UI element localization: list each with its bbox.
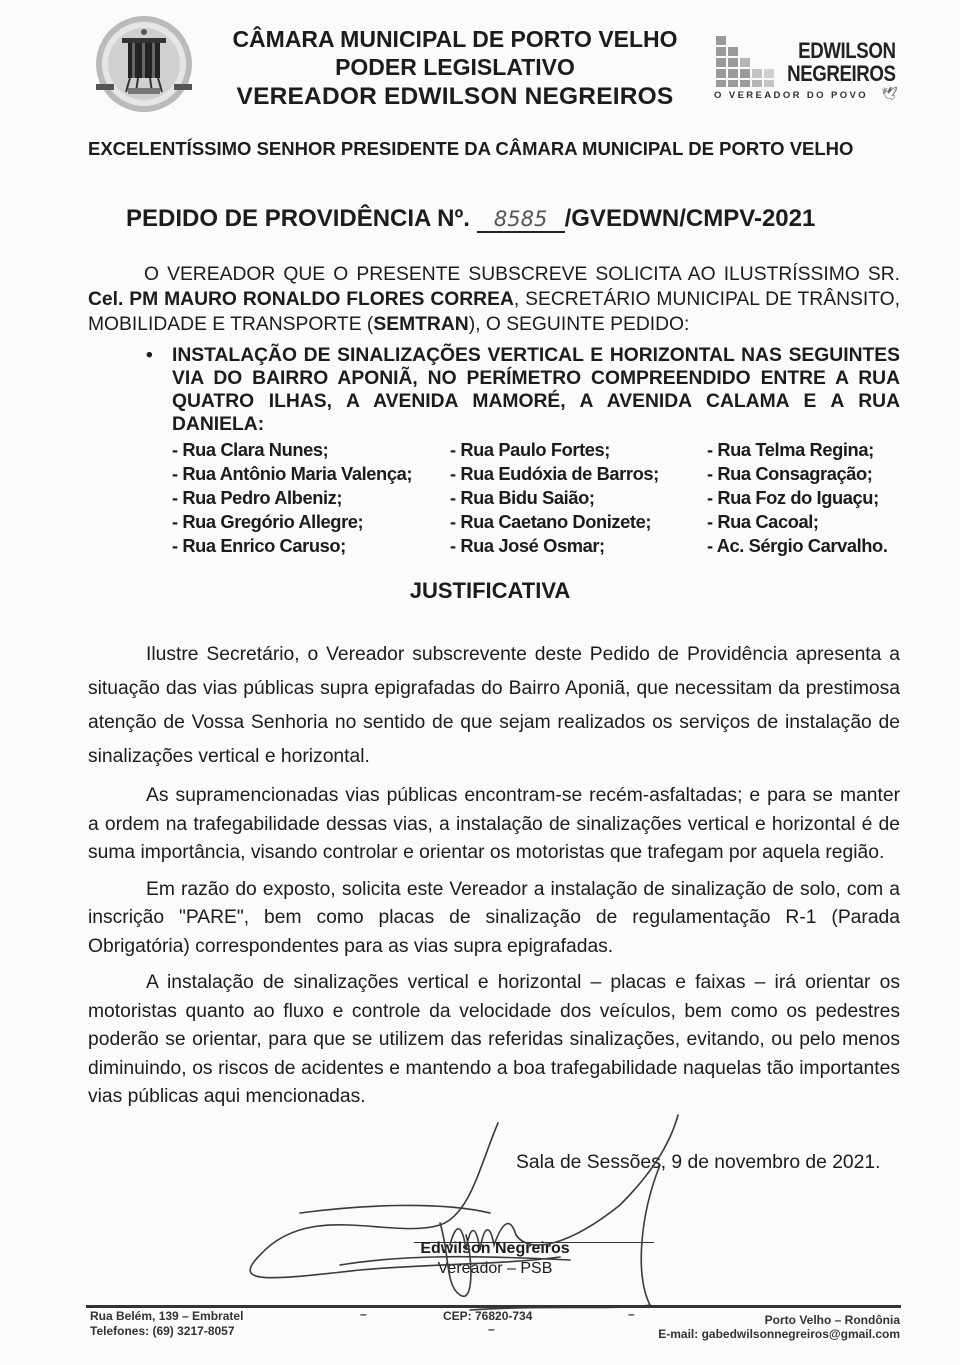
street-item: - Rua José Osmar; xyxy=(450,535,605,556)
street-item: - Rua Eudóxia de Barros; xyxy=(450,463,659,484)
justification-paragraph: Em razão do exposto, solicita este Vereador a instalação de sinalização de solo, com a inscrição "PARE", bem como placas de sinalização de regulamentação R-1 (Parada Obrigatória) correspondentes para as vias supra epigrafadas. xyxy=(88,878,900,957)
street-item: - Rua Cacoal; xyxy=(707,511,819,532)
street-column-2 xyxy=(450,438,659,558)
footer-separator: – xyxy=(488,1322,495,1336)
footer-phone: Telefones: (69) 3217-8057 xyxy=(90,1324,235,1338)
intro-paragraph xyxy=(88,262,900,337)
footer-separator: – xyxy=(628,1307,635,1321)
request-title-suffix: /GVEDWN/CMPV-2021 xyxy=(564,205,816,232)
header-institution: CÂMARA MUNICIPAL DE PORTO VELHO xyxy=(232,26,678,52)
place-date: Sala de Sessões, 9 de novembro de 2021. xyxy=(516,1152,881,1173)
street-column-1 xyxy=(172,438,412,558)
footer-email: E-mail: gabedwilsonnegreiros@gmail.com xyxy=(658,1327,900,1341)
logo-name-line1: EDWILSON xyxy=(798,38,896,63)
justification-title: JUSTIFICATIVA xyxy=(409,578,571,603)
addressee: EXCELENTÍSSIMO SENHOR PRESIDENTE DA CÂMARA MUNICIPAL DE PORTO VELHO xyxy=(88,138,854,159)
street-item: - Rua Bidu Saião; xyxy=(450,487,595,508)
request-bullet xyxy=(146,344,900,436)
request-title xyxy=(126,205,815,233)
bullet-icon: • xyxy=(146,345,153,366)
footer-address: Rua Belém, 139 – Embratel xyxy=(90,1309,244,1323)
building-blocks-graphic xyxy=(712,36,792,88)
handwritten-signature xyxy=(240,1105,690,1315)
logo-tagline: O VEREADOR DO POVO xyxy=(714,90,869,101)
footer-divider xyxy=(86,1305,901,1308)
signer-role: Vereador – PSB xyxy=(437,1260,553,1277)
street-column-3 xyxy=(707,438,888,558)
request-number: 8585 xyxy=(477,207,565,233)
street-item: - Rua Foz do Iguaçu; xyxy=(707,487,879,508)
street-item: - Rua Telma Regina; xyxy=(707,439,874,460)
street-item: - Rua Paulo Fortes; xyxy=(450,439,610,460)
request-title-prefix: PEDIDO DE PROVIDÊNCIA Nº. xyxy=(126,205,470,232)
street-item: - Rua Pedro Albeniz; xyxy=(172,487,343,508)
justification-paragraph: Ilustre Secretário, o Vereador subscrevente deste Pedido de Providência apresenta a situação das vias públicas supra epigrafadas do Bairro Aponiã, que necessitam da prestimosa atenção de Vossa Senhoria no sentido de que sejam realizados os serviços de instalação de sinalizações vertical e horizontal. xyxy=(88,644,900,767)
header-office: VEREADOR EDWILSON NEGREIROS xyxy=(236,83,674,110)
councilman-logo xyxy=(712,36,902,106)
footer-separator: – xyxy=(360,1307,367,1321)
intro-text-2: , SECRETÁRIO MUNICIPAL DE TRÂNSITO, MOBILIDADE E TRANSPORTE ( xyxy=(88,289,900,335)
official-name: Cel. PM MAURO RONALDO FLORES CORREA xyxy=(88,289,514,310)
intro-text-3: ), O SEGUINTE PEDIDO: xyxy=(468,314,690,335)
agency-name: SEMTRAN xyxy=(373,314,469,335)
header-branch: PODER LEGISLATIVO xyxy=(335,54,575,80)
footer-cep: CEP: 76820-734 xyxy=(443,1309,533,1323)
street-item: - Rua Gregório Allegre; xyxy=(172,511,364,532)
dove-icon: 🕊 xyxy=(881,86,898,101)
street-item: - Rua Caetano Donizete; xyxy=(450,511,652,532)
footer-city: Porto Velho – Rondônia xyxy=(764,1313,900,1327)
justification-paragraph: A instalação de sinalizações vertical e horizontal – placas e faixas – irá orientar os motoristas quanto ao fluxo e controle da velocidade dos veículos, bem como os pedestres poderão se orientar, para que se utilizem das referidas sinalizações, evitando, ou pelo menos diminuindo, os riscos de acidentes e mantendo a boa trafegabilidade naquelas tão importantes vias públicas aqui mencionadas. xyxy=(88,972,900,1107)
intro-text-1: O VEREADOR QUE O PRESENTE SUBSCREVE SOLICITA AO ILUSTRÍSSIMO SR. xyxy=(144,264,900,285)
justification-paragraph: As supramencionadas vias públicas encontram-se recém-asfaltadas; e para se manter a ordem na trafegabilidade dessas vias, a instalação de sinalizações vertical e horizontal é de suma importância, visando controlar e orientar os motoristas que trafegam por aquela região. xyxy=(88,785,900,863)
street-item: - Rua Enrico Caruso; xyxy=(172,535,346,556)
municipal-seal-logo xyxy=(92,14,196,114)
street-item: - Rua Consagração; xyxy=(707,463,873,484)
logo-name-line2: NEGREIROS xyxy=(787,61,896,86)
street-item: - Ac. Sérgio Carvalho. xyxy=(707,535,888,556)
street-item: - Rua Clara Nunes; xyxy=(172,439,329,460)
signer-name: Edwilson Negreiros xyxy=(420,1240,570,1257)
request-bullet-text: INSTALAÇÃO DE SINALIZAÇÕES VERTICAL E HORIZONTAL NAS SEGUINTES VIA DO BAIRRO APONIÃ, NO PERÍMETRO COMPREENDIDO ENTRE A RUA QUATRO ILHAS, A AVENIDA MAMORÉ, A AVENIDA CALAMA E A RUA DANIELA: xyxy=(172,345,900,435)
justification-body xyxy=(88,638,900,1120)
street-item: - Rua Antônio Maria Valença; xyxy=(172,463,413,484)
